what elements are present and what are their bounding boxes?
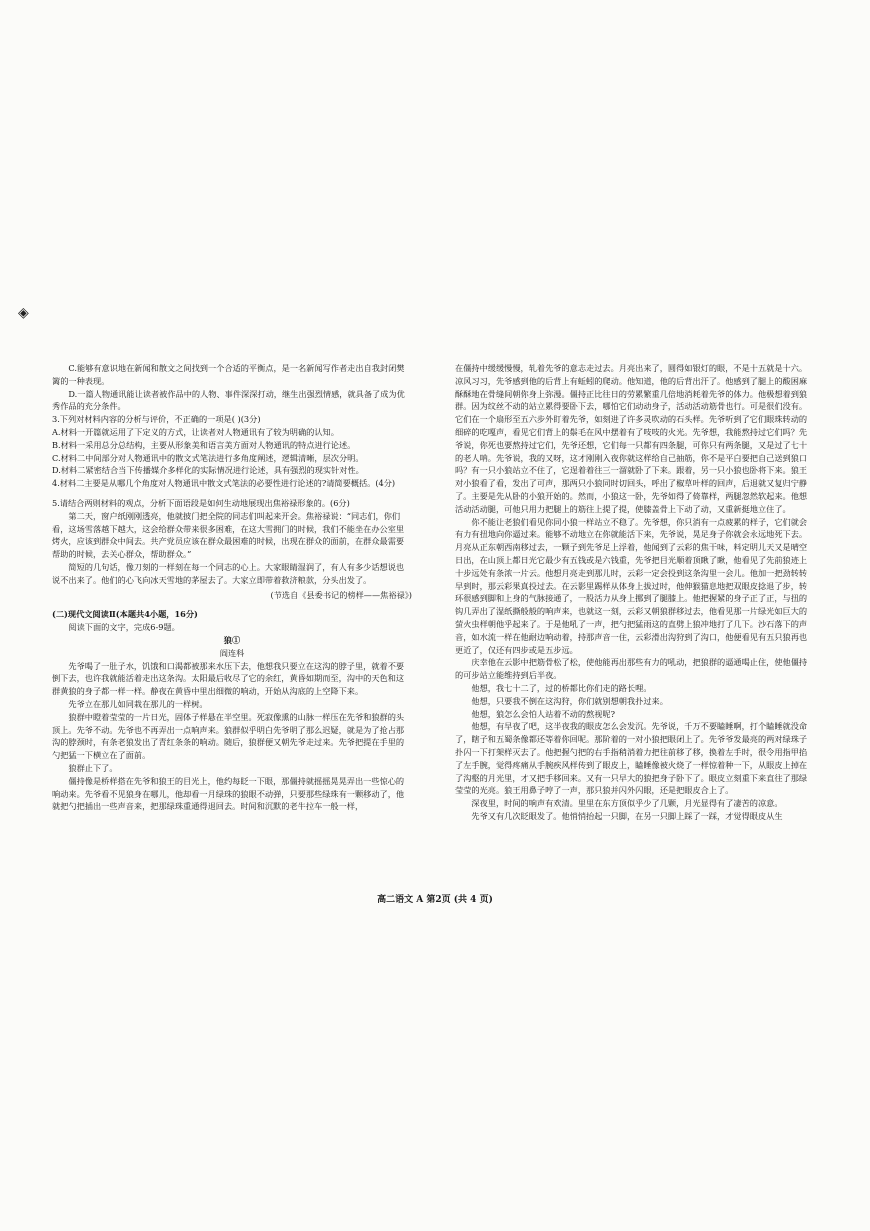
story-paragraph: 他想，狼怎么会怕人站着不动的熬视呢? bbox=[471, 708, 615, 719]
question-3-option-d: D.材料二紧密结合当下传播媒介多样化的实际情况进行论述，具有强烈的现实针对性。 bbox=[52, 465, 364, 476]
story-paragraph: 在僵持中缓缓慢慢，轧着先爷的意志走过去。月亮出来了，圆得如银灯的眼，不是十五就是十六。凉风习习，先爷感到他的后背上有蚯蚓的爬动。他知道，他的后背出汗了。他感到了腿上的酸困麻酥酥地在骨缝间朝你身上弥漫。僵持正比往日的劳累繁重几倍地消耗着先爷的体力。他极想着到狼群。因为纹丝不动的站立累得要卧下去，哪怕它们动动身子，活动活动筋骨也行。可是很们没有。它们在一个扇形至五六步外盯着先爷，如刻进了许多灵吹动的石头样。先爷听到了它们眼珠转动的细碎的吃嘎声，看见它们背上的鬃毛在风中摆着有了吱吱的火光。先爷想，我能熬持过它们吗？先爷说，你死也要熬持过它们，先爷还想，它们每一只都有四条腿，可你只有两条腿，又是过了七十的老人呐。先爷说，我的又呀，这才刚刚入夜你就这样给自己抽筋，你不是平白要把自己送到狼口吗？有一只小狼站立不住了，它逞着着往三一溜就卧了下来。跟着，另一只小狼也卧将下来。狼王对小狼看了看，发出了可声，那两只小狼同时切回头，呼出了椒草叶样的回声，后退就又复归宁静了。主要是先从卧的小狼开始的。然而，小狼这一卧，先爷如得了倚靠样，两腿忽然软起来。他想活动活动腿，可他只用力把腿上的筋往上提了提，使膝盖骨上下动了动，又重新挺地立住了。 bbox=[455, 363, 808, 514]
story-paragraph: 僵持像是桥样搭在先爷和狼王的目光上，他约每眨一下眼，那僵持就摇摇晃晃弄出一些惊心的响动来。先爷看不见狼身在哪儿，他却看一月绿珠的狼眼不动弹，只要那些绿珠有一颗移动了，他就把勺把插出一些声音来，把那绿珠重通得退回去。时间和沉默的老牛拉车一般一样， bbox=[52, 775, 405, 812]
story-title: 狼① bbox=[223, 634, 241, 645]
story-paragraph: 先爷又有几次眨眼发了。他悄悄抬起一只脚，在另一只脚上踩了一踩，才觉得眼皮从生 bbox=[471, 810, 783, 821]
question-3-option-b: B.材料一采用总分总结构，主要从形象美和语言美方面对人物通讯的特点进行论述。 bbox=[52, 439, 356, 450]
section-instructions: 阅读下面的文字，完成6-9题。 bbox=[68, 622, 180, 633]
story-paragraph: 你不能让老狼们看见你同小狼一样站立不稳了。先爷想，你只消有一点疲累的样子，它们就会有力有扭地向你逼过来。能够不动地立在你就能活下来，先爷说，晃足身子你就会永远地死下去。月亮从正东朝西南移过去，一颗子到先爷足上浮着，他闻到了云彩的焦干味，料定明儿天又是晴空日出，在山顶上都日光它最少有五钱或是六钱重，先爷把目光顺着顶瞅了瞅，他看见了先前狼迹上十步远处有条浓一片云。他想月亮走到那儿时，云彩一定会投到这条沟里一会儿。他加一把劲转转早到时，那云彩果真投过去。在云影里踢样从体身上拔过时，他伸猴猫息地把双眼皮捻退了步，转环很感到脚和上身的气脉接通了，一股活力从身上挪到了腿膝上。他把握紧的身子正了正，与扭的钩几弄出了湿纸撕般般的响声来，也就这一刻，云彩又朝狼群移过去，他看见那一片绿光如巨大的萤火虫样朝他乎起来了。于是他吼了一声，把勺把猛雨这的直劈上狼冲地打了几下。沙石落下的声音，如水流一样在他耐边响动着，持那声音一住，云彩滑出沟狩到了沟口，他便看见有五只狼再也更近了，仅还有四步或是五步远。 bbox=[455, 516, 808, 655]
registration-mark: ◈ bbox=[18, 305, 29, 321]
story-paragraph: 先爷立在那儿如同栽在那儿的一样树。 bbox=[68, 698, 208, 709]
story-paragraph: 先爷喝了一肚子水，饥饿和口渴都被那来水压下去，他想我只要立在这沟的脖子里，就着不要倒下去，也许我就能活着走出这条沟。太阳最后收尽了它的余红，黄昏如期而至，沟中的天色和这群黄狼的身子都一样一样。静夜在黄昏中里出细微的响动，开始从沟底的上空降下来。 bbox=[52, 660, 405, 697]
question-5-source: (节选自《县委书记的榜样——焦裕禄》) bbox=[270, 589, 412, 600]
story-paragraph: 他想，只要我不倒在这沟狩，你们就别想朝我扑过来。 bbox=[471, 695, 668, 706]
question-5-passage-2: 简短的几句话，像刀刻的一样刻在每一个同志的心上。大家眼睛湿润了，有人有多少话想说也说不出来了。他们的心飞向冰天雪地的茅屋去了。大家立即带着救济粮款，分头出发了。 bbox=[52, 561, 405, 585]
story-author: 阎连科 bbox=[219, 647, 245, 658]
question-4: 4.材料二主要是从哪几个角度对人物通讯中散文式笔法的必要性进行论述的?请简要概括。(4分) bbox=[52, 478, 396, 489]
story-paragraph: 狼群止下了。 bbox=[68, 762, 118, 773]
question-5: 5.请结合两则材料的观点，分析下面语段是如何生动地展现出焦裕禄形象的。(6分) bbox=[52, 497, 350, 508]
question-3-option-c: C.材料二中间部分对人物通讯中的散文式笔法进行多角度阐述，逻辑清晰，层次分明。 bbox=[52, 452, 364, 463]
left-column bbox=[52, 362, 412, 813]
question-3: 3.下列对材料内容的分析与评价，不正确的一项是( )(3分) bbox=[52, 414, 261, 425]
story-paragraph: 庆幸他在云影中把筋骨松了松，使他能再出那些有力的吼动，把狼群的逼通喝止住，使他僵持的可步站立能维持到后半夜。 bbox=[455, 657, 808, 681]
question-5-passage-1: 第二天，窗户纸刚刚透亮，他就披门把全院的同志们叫起来开会。焦裕禄说：“同志们，你们看，这场雪落越下越大，这会给群众带来很多困难，在这大雪拥门的时候，我们不能坐在办公室里烤火，应该到群众中间去。共产党员应该在群众最困难的时候，出现在群众的面前，在群众最需要帮助的时候，去关心群众，帮助群众。” bbox=[52, 510, 405, 560]
story-paragraph: 他想，有早夜了吧，这半夜我的眼皮怎么会发沉。先爷说，千万不要瞌睡啊，打个瞌睡就没命了，瞎子和五蜀条像都还等着你回呢。那阶着的一对小狼把眼闭上了。先爷爷发最亮的两对绿珠子扑闪一下打架样灭去了。他把握勺把的右手指稍消着力把往前移了移，换着左手时，很令用指甲掐了左手腕，觉得疼痛从手腕疾风样传到了眼皮上，瞌睡像被火烧了一样惊着种一下，从眼皮上掉在了沟壑的月光里，才又把手移回来。又有一只早大的狼把身子卧下了。眼皮立刻重下来直往了那绿莹莹的光亮。狼王用鼻子哼了一声，那只狼并闪外闪眼，还是把眼皮合上了。 bbox=[455, 721, 808, 796]
section-heading: (二)现代文阅读Ⅱ(本题共4小题，16分) bbox=[52, 609, 198, 620]
question-3-option-a: A.材料一开篇就运用了下定义的方式，让读者对人物通讯有了较为明确的认知。 bbox=[52, 426, 339, 437]
right-column bbox=[455, 362, 815, 823]
story-paragraph: 他想，我七十二了，过的桥都比你们走的路长哩。 bbox=[471, 682, 652, 693]
page-footer: 高二语文 A 第2页 (共 4 页) bbox=[377, 895, 493, 905]
option-c-text: C.能够有意识地在新闻和散文之间找到一个合适的平衡点，是一名新闻写作者走出自我封闭樊篱的一种表现。 bbox=[52, 363, 405, 386]
option-d-text: D.一篇人物通讯能让读者被作品中的人物、事件深深打动，继生出强烈情感，就具备了成为优秀作品的充分条件。 bbox=[52, 388, 405, 412]
story-paragraph: 狼群中瞪着莹莹的一片日光，固体子样悬在半空里。死寂像熏的山脉一样压在先爷和狼群的头顶上。先爷不动。先爷也不再弄出一点响声来。狼群似乎明白先爷明了那么迟疑，就是为了抢占那沟的脖颈时，有条老狼发出了青红条条的响动。随后，狼群便又朝先爷走过来。先爷把提在手里的勺把猛一下横立在了面前。 bbox=[52, 711, 405, 761]
story-paragraph: 深夜里，时间的响声有欢清。里里在东方顶似乎少了几颗，月光显得有了凄苦的凉意。 bbox=[471, 798, 783, 809]
